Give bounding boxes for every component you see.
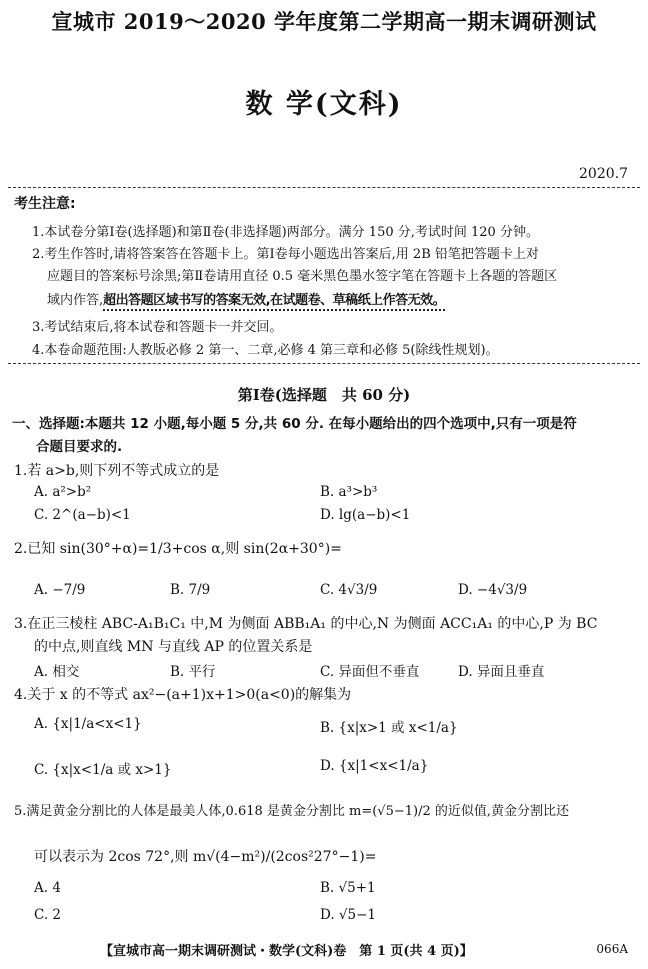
question-2-option-c: C. 4√3/9	[320, 582, 378, 598]
question-4-option-a: A. {x|1/a<x<1}	[34, 716, 142, 732]
question-5-option-b: B. √5+1	[320, 880, 376, 896]
question-2-option-a: A. −7/9	[34, 582, 86, 598]
notice-item-4: 4.本卷命题范围:人教版必修 2 第一、二章,必修 4 第三章和必修 5(除线性规划)。	[32, 343, 499, 358]
section-instructions: 一、选择题:本题共 12 小题,每小题 5 分,共 60 分. 在每小题给出的四个选项中,只有一项是符	[12, 416, 577, 432]
question-2-option-b: B. 7/9	[170, 582, 211, 598]
divider-bottom	[8, 363, 640, 364]
question-1-option-c: C. 2^(a−b)<1	[34, 507, 131, 523]
question-5-stem: 5.满足黄金分割比的人体是最美人体,0.618 是黄金分割比 m=(√5−1)/2 的近似值,黄金分割比还	[14, 804, 570, 819]
question-3-option-b: B. 平行	[170, 664, 216, 680]
subject-title: 数 学(文科)	[245, 89, 403, 120]
question-2-option-d: D. −4√3/9	[458, 582, 528, 598]
section-instructions-cont: 合题目要求的.	[36, 439, 123, 455]
question-4-stem: 4.关于 x 的不等式 ax²−(a+1)x+1>0(a<0)的解集为	[14, 687, 352, 703]
question-5-stem-cont: 可以表示为 2cos 72°,则 m√(4−m²)/(2cos²27°−1)=	[34, 849, 377, 865]
question-3-option-d: D. 异面且垂直	[458, 664, 545, 680]
question-1-stem: 1.若 a>b,则下列不等式成立的是	[14, 463, 220, 479]
question-5-option-d: D. √5−1	[320, 907, 377, 923]
question-1-option-a: A. a²>b²	[34, 484, 92, 500]
question-2-stem: 2.已知 sin(30°+α)=1/3+cos α,则 sin(2α+30°)=	[14, 541, 342, 557]
question-1-option-b: B. a³>b³	[320, 484, 378, 500]
question-3-option-a: A. 相交	[34, 664, 80, 680]
question-3-stem: 3.在正三棱柱 ABC-A₁B₁C₁ 中,M 为侧面 ABB₁A₁ 的中心,N 为侧面 ACC₁A₁ 的中心,P 为 BC	[14, 616, 598, 632]
notice-emphasis: 超出答题区域书写的答案无效,在试题卷、草稿纸上作答无效。	[103, 293, 445, 311]
notice-item-2: 2.考生作答时,请将答案答在答题卡上。第Ⅰ卷每小题选出答案后,用 2B 铅笔把答题卡上对	[32, 247, 539, 262]
question-3-option-c: C. 异面但不垂直	[320, 664, 420, 680]
notice-item-1: 1.本试卷分第Ⅰ卷(选择题)和第Ⅱ卷(非选择题)两部分。满分 150 分,考试时间 120 分钟。	[32, 225, 539, 240]
notice-item-2-cont: 应题目的答案标号涂黑;第Ⅱ卷请用直径 0.5 毫米黑色墨水签字笔在答题卡上各题的答题区	[47, 269, 558, 284]
notice-item-3: 3.考试结束后,将本试卷和答题卡一并交回。	[32, 320, 283, 335]
question-4-option-b: B. {x|x>1 或 x<1/a}	[320, 720, 458, 736]
page-footer: 【宣城市高一期末调研测试・数学(文科)卷 第 1 页(共 4 页)】	[100, 944, 473, 959]
question-4-option-c: C. {x|x<1/a 或 x>1}	[34, 762, 172, 778]
notice-item-2-end-text: 域内作答,	[47, 293, 104, 308]
question-1-option-d: D. lg(a−b)<1	[320, 507, 411, 523]
notice-item-2-end	[47, 289, 445, 308]
question-3-stem-cont: 的中点,则直线 MN 与直线 AP 的位置关系是	[34, 639, 313, 655]
exam-title: 宣城市 2019～2020 学年度第二学期高一期末调研测试	[51, 9, 597, 34]
divider-top	[8, 187, 640, 188]
section-title: 第Ⅰ卷(选择题 共 60 分)	[237, 386, 411, 404]
exam-date: 2020.7	[579, 166, 628, 182]
paper-code: 066A	[596, 942, 628, 956]
question-5-option-a: A. 4	[34, 880, 61, 896]
question-5-option-c: C. 2	[34, 907, 62, 923]
question-4-option-d: D. {x|1<x<1/a}	[320, 758, 429, 774]
notice-heading: 考生注意:	[14, 196, 76, 212]
